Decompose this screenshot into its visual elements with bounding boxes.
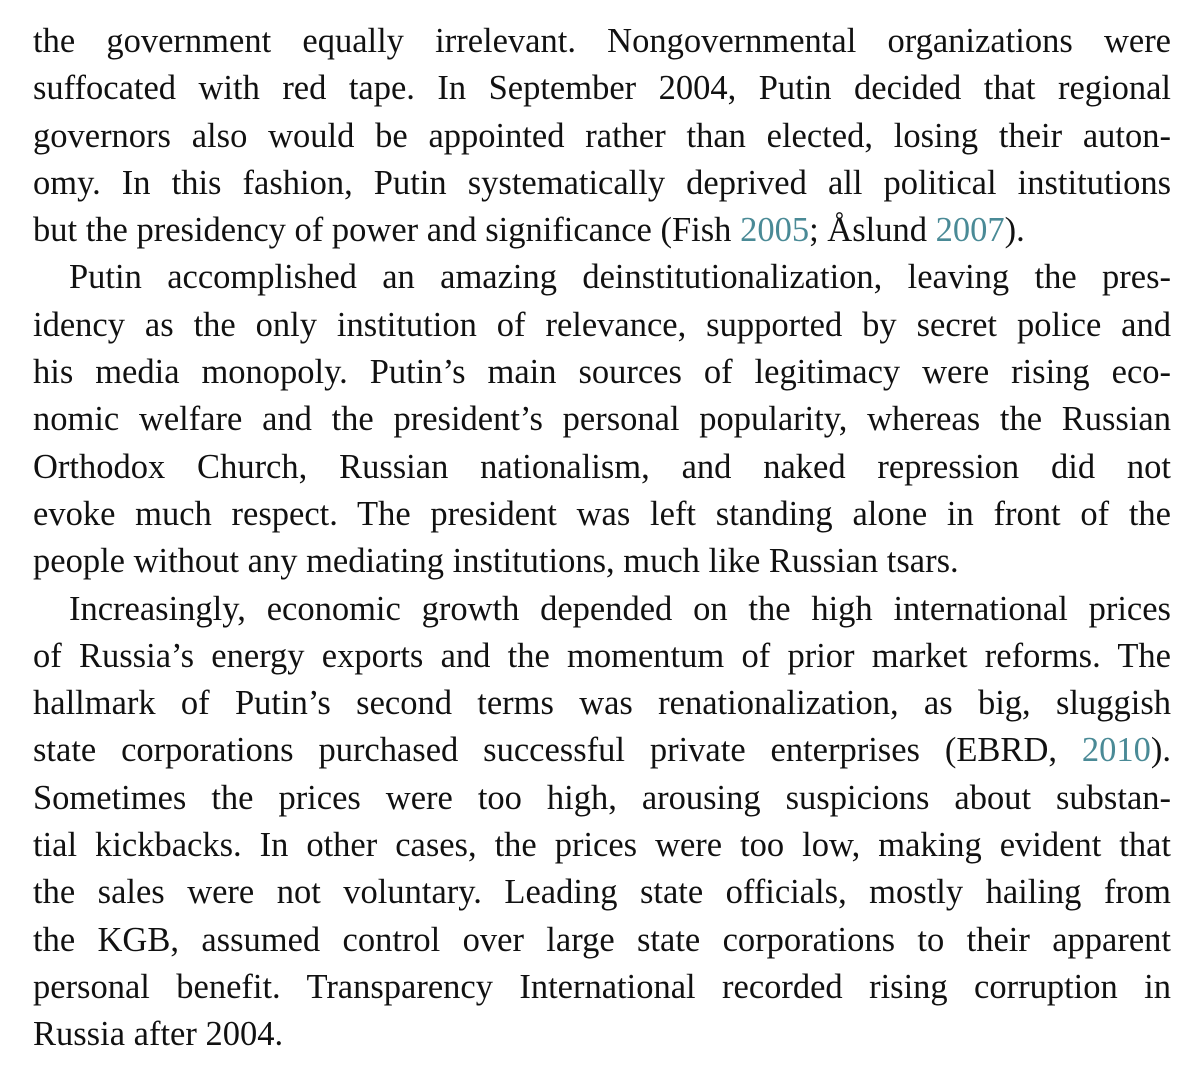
text-run: hallmark of Putin’s second terms was renationalization, as big, sluggish <box>33 684 1171 723</box>
paragraph <box>33 18 1171 254</box>
text-line <box>33 113 1171 160</box>
text-run: but the presidency of power and significance (Fish <box>33 211 741 250</box>
text-run: ; Åslund <box>809 211 936 250</box>
citation-year-link[interactable]: 2007 <box>935 211 1005 250</box>
text-line <box>33 1011 1171 1058</box>
text-run: tial kickbacks. In other cases, the prices were too low, making evident that <box>33 826 1171 865</box>
citation-year-link[interactable]: 2005 <box>740 211 810 250</box>
text-line <box>33 396 1171 443</box>
text-run: ). <box>1150 731 1171 770</box>
text-run: Orthodox Church, Russian nationalism, and naked repression did not <box>33 447 1171 486</box>
text-line <box>33 18 1171 65</box>
text-run: his media monopoly. Putin’s main sources of legitimacy were rising eco- <box>33 353 1171 392</box>
citation-year-link[interactable]: 2010 <box>1081 731 1151 770</box>
text-line <box>33 349 1171 396</box>
text-line <box>33 160 1171 207</box>
text-line <box>33 680 1171 727</box>
text-run: Increasingly, economic growth depended on the high international prices <box>69 589 1171 628</box>
text-line <box>33 775 1171 822</box>
text-line <box>33 444 1171 491</box>
text-line <box>33 207 1171 254</box>
text-line <box>33 917 1171 964</box>
text-run: idency as the only institution of relevance, supported by secret police and <box>33 305 1171 344</box>
text-run: the government equally irrelevant. Nongovernmental organizations were <box>33 22 1171 60</box>
text-run: Russia after 2004. <box>33 1015 284 1054</box>
text-run: people without any mediating institutions, much like Russian tsars. <box>33 542 959 581</box>
text-run: personal benefit. Transparency International recorded rising corruption in <box>33 967 1171 1006</box>
text-run: nomic welfare and the president’s personal popularity, whereas the Russian <box>33 400 1171 439</box>
body-text <box>33 18 1171 1059</box>
paragraph <box>33 586 1171 1059</box>
text-line <box>33 65 1171 112</box>
text-run: the sales were not voluntary. Leading state officials, mostly hailing from <box>33 873 1171 912</box>
text-run: governors also would be appointed rather than elected, losing their auton- <box>33 116 1171 155</box>
text-line <box>33 538 1171 585</box>
text-line <box>33 869 1171 916</box>
text-run: Sometimes the prices were too high, arousing suspicions about substan- <box>33 778 1171 817</box>
paragraph <box>33 254 1171 585</box>
text-run: suffocated with red tape. In September 2004, Putin decided that regional <box>33 69 1171 108</box>
document-page <box>33 18 1171 1059</box>
text-line <box>33 822 1171 869</box>
text-run: state corporations purchased successful private enterprises (EBRD, <box>33 731 1082 770</box>
text-run: of Russia’s energy exports and the momentum of prior market reforms. The <box>33 636 1171 675</box>
text-line <box>33 491 1171 538</box>
text-line <box>33 727 1171 774</box>
text-line <box>33 302 1171 349</box>
text-line <box>33 586 1171 633</box>
text-line <box>33 254 1171 301</box>
text-line <box>33 633 1171 680</box>
text-run: ). <box>1004 211 1025 250</box>
text-run: the KGB, assumed control over large state corporations to their apparent <box>33 920 1171 959</box>
text-line <box>33 964 1171 1011</box>
text-run: Putin accomplished an amazing deinstitutionalization, leaving the pres- <box>69 258 1171 297</box>
text-run: evoke much respect. The president was left standing alone in front of the <box>33 494 1171 533</box>
text-run: omy. In this fashion, Putin systematically deprived all political institutions <box>33 163 1171 202</box>
